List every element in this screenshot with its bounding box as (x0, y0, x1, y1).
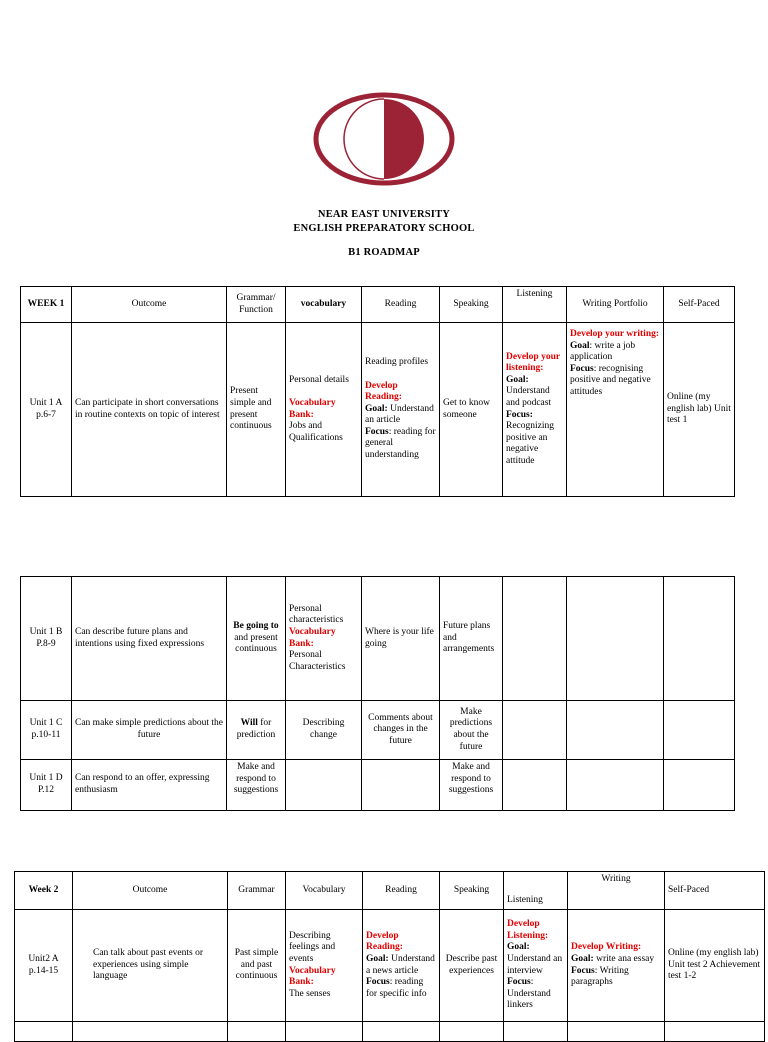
week1-header-row (21, 287, 735, 323)
focus-label: Focus (570, 363, 594, 374)
unit-cell: Unit 1 C p.10-11 (21, 701, 72, 760)
selfpaced-cell (664, 577, 735, 701)
focus-text: : Writing paragraphs (571, 965, 629, 988)
unit1c-row (21, 701, 735, 760)
grammar-bold: Will (240, 718, 258, 729)
reading-header: Reading (362, 287, 440, 323)
vocabulary-cell (286, 323, 362, 497)
outcome-cell: Can talk about past events or experiences using simple language (73, 910, 228, 1022)
focus-label: Focus: (506, 409, 533, 420)
vocab-text: Personal characteristics (289, 603, 344, 626)
writing-header: Writing Portfolio (567, 287, 664, 323)
next-row (15, 1022, 765, 1042)
develop-listening-label: Develop Listening: (507, 919, 549, 941)
listening-cell (503, 760, 567, 811)
listening-cell (503, 701, 567, 760)
grammar-bold: Be going to (233, 621, 279, 632)
grammar-cell: Make and respond to suggestions (227, 760, 286, 811)
writing-cell (567, 577, 664, 701)
writing-cell (567, 323, 664, 497)
develop-listening-label: Develop your listening: (506, 351, 560, 374)
selfpaced-cell (664, 760, 735, 811)
vocab-bank-text: Personal Characteristics (289, 650, 346, 672)
reading-cell (363, 910, 440, 1022)
vocabulary-header: Vocabulary (286, 872, 363, 910)
reading-header: Reading (363, 872, 440, 910)
grammar-cell (227, 577, 286, 701)
reading-cell: Where is your life going (362, 577, 440, 701)
unit-cell: Unit2 A p.14-15 (15, 910, 73, 1022)
focus-label: Focus (571, 965, 595, 976)
selfpaced-header: Self-Paced (664, 287, 735, 323)
goal-label: Goal: (507, 942, 530, 953)
vocab-bank-text: Jobs and Qualifications (289, 421, 343, 443)
goal-text: Understand an article (365, 403, 434, 426)
speaking-header: Speaking (440, 287, 503, 323)
unit1b-row (21, 577, 735, 701)
speaking-cell: Make predictions about the future (440, 701, 503, 760)
university-name: NEAR EAST UNIVERSITY (317, 209, 451, 220)
grammar-cell: Past simple and past continuous (228, 910, 286, 1022)
goal-text: Understand and podcast (506, 386, 552, 408)
focus-text: : reading for general understanding (365, 426, 436, 461)
roadmap-title: B1 ROADMAP (348, 247, 420, 258)
vocabulary-cell (286, 760, 362, 811)
unit-cell: Unit 1 D P.12 (21, 760, 72, 811)
listening-cell (503, 577, 567, 701)
vocab-bank-label: Vocabulary Bank: (289, 965, 336, 988)
selfpaced-cell: Online (my english lab) Unit test 1 (664, 323, 735, 497)
goal-label: Goal: (571, 953, 594, 964)
grammar-text: and present continuous (234, 632, 278, 655)
week-header: WEEK 1 (21, 287, 72, 323)
goal-text: : write a job application (570, 340, 636, 363)
goal-label: Goal: (366, 953, 389, 964)
focus-label: Focus (366, 977, 390, 988)
vocab-bank-text: The senses (289, 988, 331, 999)
focus-text: : reading for specific info (366, 977, 427, 999)
speaking-cell: Make and respond to suggestions (440, 760, 503, 811)
vocab-text: Personal details (289, 374, 349, 385)
speaking-cell: Get to know someone (440, 323, 503, 497)
develop-writing-label: Develop Writing: (571, 942, 642, 953)
vocabulary-cell: Describing change (286, 701, 362, 760)
listening-header: Listening (503, 287, 567, 323)
week2-table (14, 871, 765, 1042)
school-name: ENGLISH PREPARATORY SCHOOL (293, 223, 475, 234)
outcome-cell: Can respond to an offer, expressing enthusiasm (72, 760, 227, 811)
week1-table (20, 286, 735, 497)
focus-text: : Understand linkers (507, 977, 551, 1011)
vocab-bank-label: Vocabulary Bank: (289, 626, 336, 649)
grammar-cell (227, 701, 286, 760)
grammar-header: Grammar (228, 872, 286, 910)
develop-writing-label: Develop your writing: (570, 329, 660, 339)
writing-cell (568, 910, 665, 1022)
goal-label: Goal: (365, 403, 388, 414)
develop-reading-label: Develop Reading: (366, 930, 403, 953)
listening-cell (504, 910, 568, 1022)
outcome-cell: Can describe future plans and intentions using fixed expressions (72, 577, 227, 701)
week-header: Week 2 (15, 872, 73, 910)
selfpaced-cell (664, 701, 735, 760)
grammar-cell: Present simple and present continuous (227, 323, 286, 497)
vocab-text: Describing feelings and events (289, 930, 336, 964)
grammar-text: for prediction (236, 718, 276, 740)
outcome-cell: Can participate in short conversations in routine contexts on topic of interest (72, 323, 227, 497)
unit1-continued-table (20, 576, 735, 811)
goal-text: Understand a news article (366, 953, 435, 976)
unit1a-row (21, 323, 735, 497)
writing-cell (567, 701, 664, 760)
unit1d-row (21, 760, 735, 811)
reading-text: Reading profiles (365, 357, 429, 368)
focus-text: Recognizing positive an negative attitude (506, 421, 555, 466)
outcome-header: Outcome (72, 287, 227, 323)
unit2a-row (15, 910, 765, 1022)
writing-header: Writing (568, 872, 665, 910)
speaking-header: Speaking (440, 872, 504, 910)
grammar-header: Grammar/ Function (227, 287, 286, 323)
selfpaced-cell: Online (my english lab) Unit test 2 Achievement test 1-2 (665, 910, 765, 1022)
develop-reading-label: Develop Reading: (365, 380, 402, 403)
reading-cell (362, 760, 440, 811)
outcome-cell: Can make simple predictions about the future (72, 701, 227, 760)
vocabulary-cell (286, 577, 362, 701)
goal-label: Goal (570, 340, 590, 351)
unit-cell: Unit 1 B P.8-9 (21, 577, 72, 701)
goal-text: Understand an interview (507, 953, 563, 976)
selfpaced-header: Self-Paced (665, 872, 765, 910)
reading-cell: Comments about changes in the future (362, 701, 440, 760)
week2-header-row (15, 872, 765, 910)
unit-cell: Unit 1 A p.6-7 (21, 323, 72, 497)
speaking-cell: Future plans and arrangements (440, 577, 503, 701)
vocabulary-header: vocabulary (286, 287, 362, 323)
reading-cell (362, 323, 440, 497)
speaking-cell: Describe past experiences (440, 910, 504, 1022)
goal-label: Goal: (506, 374, 529, 385)
listening-cell (503, 323, 567, 497)
outcome-header: Outcome (73, 872, 228, 910)
focus-text: : recognising positive and negative attitudes (570, 363, 651, 397)
university-logo (312, 91, 456, 187)
goal-text: write ana essay (596, 953, 655, 964)
listening-header: Listening (504, 872, 568, 910)
writing-cell (567, 760, 664, 811)
vocabulary-cell (286, 910, 363, 1022)
focus-label: Focus (507, 977, 531, 988)
focus-label: Focus (365, 426, 389, 437)
vocab-bank-label: Vocabulary Bank: (289, 397, 336, 420)
